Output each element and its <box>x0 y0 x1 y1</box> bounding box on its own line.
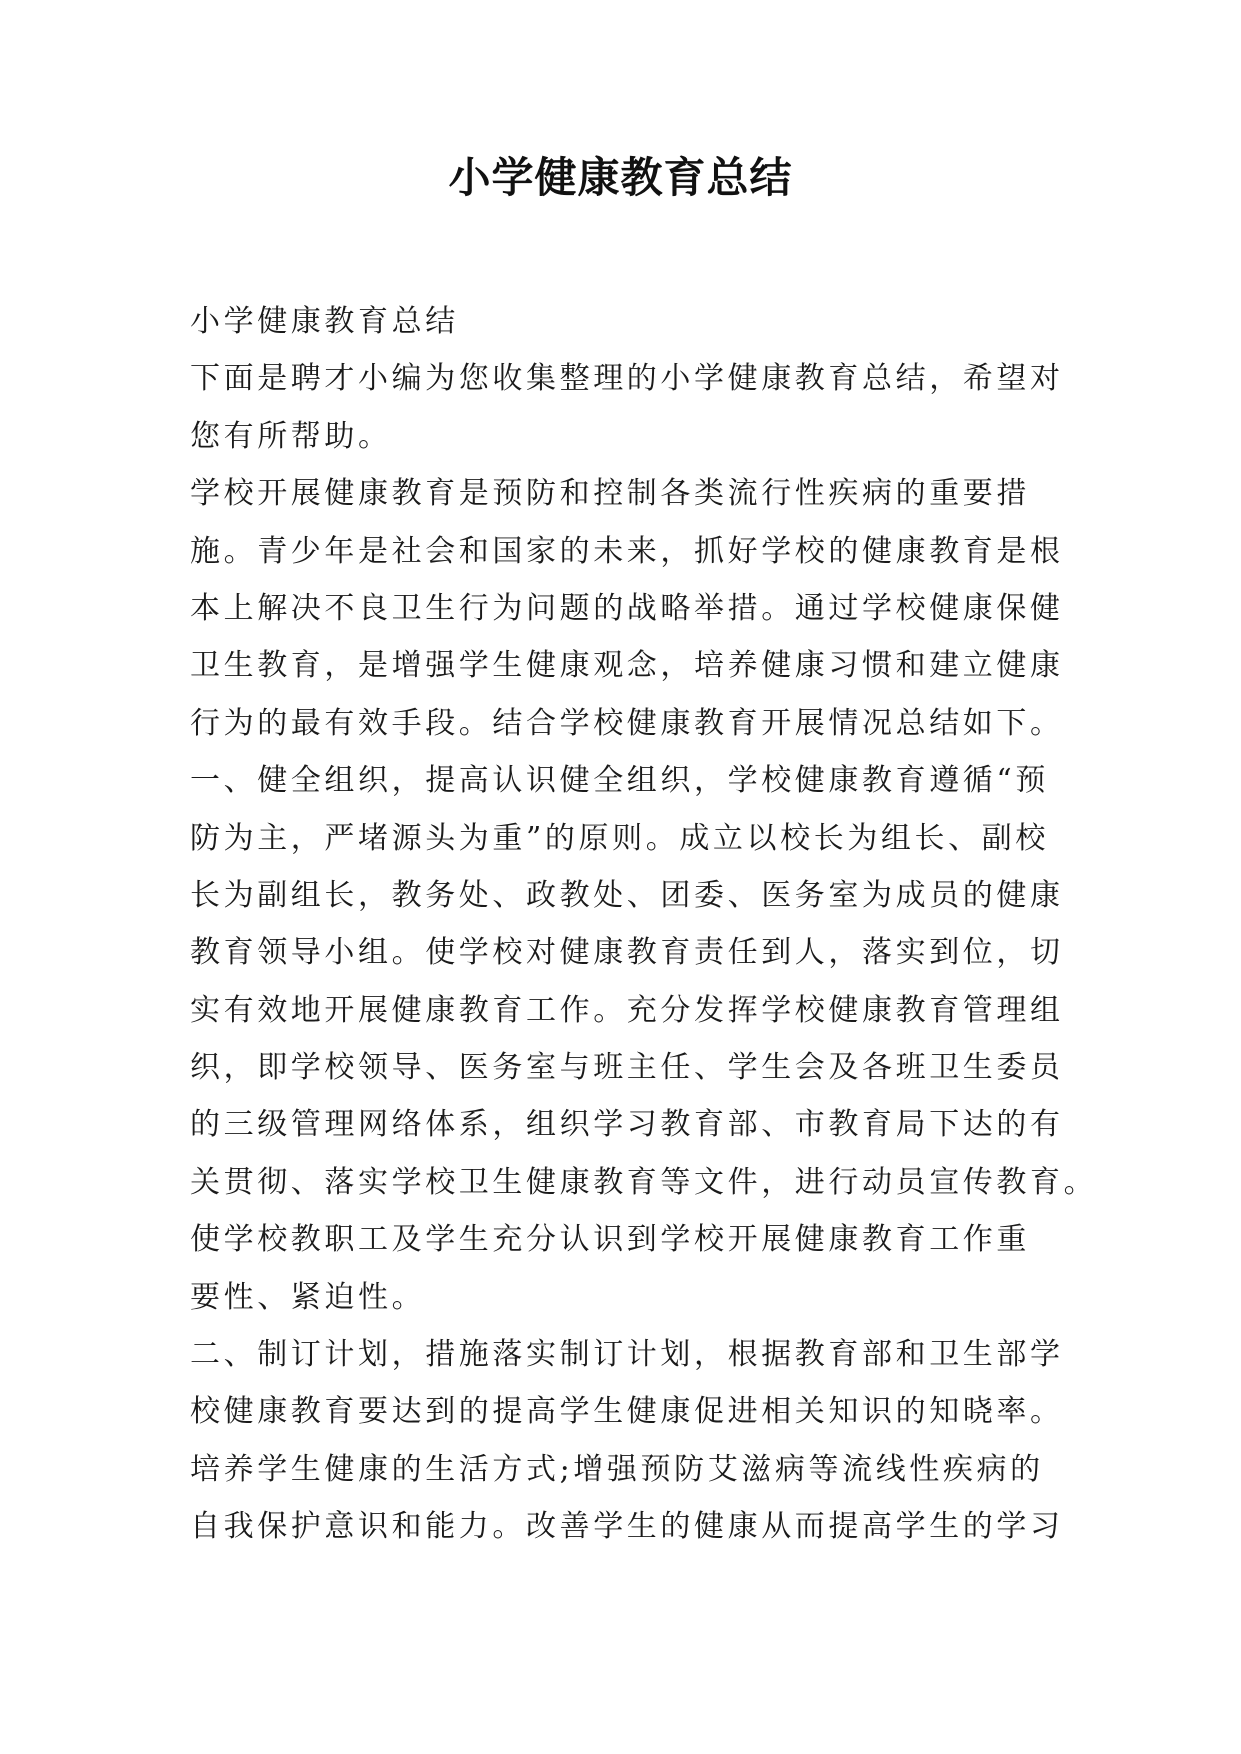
text-line: 小学健康教育总结 <box>190 304 459 339</box>
text-line: 教育领导小组。使学校对健康教育责任到人，落实到位，切 <box>190 935 1064 971</box>
document-title: 小学健康教育总结 <box>448 153 793 202</box>
text-line: 您有所帮助。 <box>190 418 392 454</box>
text-line: 行为的最有效手段。结合学校健康教育开展情况总结如下。 <box>190 705 1064 741</box>
text-line: 要性、紧迫性。 <box>190 1279 426 1315</box>
text-line: 关贯彻、落实学校卫生健康教育等文件，进行动员宣传教育。 <box>190 1164 1098 1200</box>
text-line: 卫生教育，是增强学生健康观念，培养健康习惯和建立健康 <box>190 648 1064 684</box>
text-line: 本上解决不良卫生行为问题的战略举措。通过学校健康保健 <box>190 590 1064 626</box>
text-line: 防为主，严堵源头为重”的原则。成立以校长为组长、副校 <box>190 820 1049 856</box>
text-line: 校健康教育要达到的提高学生健康促进相关知识的知晓率。 <box>190 1394 1064 1430</box>
text-line: 的三级管理网络体系，组织学习教育部、市教育局下达的有 <box>190 1107 1064 1143</box>
text-line: 使学校教职工及学生充分认识到学校开展健康教育工作重 <box>190 1222 1030 1258</box>
document-body <box>190 293 1098 1556</box>
text-line: 织，即学校领导、医务室与班主任、学生会及各班卫生委员 <box>190 1050 1064 1086</box>
text-line: 长为副组长，教务处、政教处、团委、医务室为成员的健康 <box>190 877 1064 913</box>
text-line: 二、制订计划，措施落实制订计划，根据教育部和卫生部学 <box>190 1337 1064 1373</box>
text-line: 培养学生健康的生活方式;增强预防艾滋病等流线性疾病的 <box>190 1451 1044 1487</box>
text-line: 施。青少年是社会和国家的未来，抓好学校的健康教育是根 <box>190 533 1064 569</box>
text-line: 自我保护意识和能力。改善学生的健康从而提高学生的学习 <box>190 1509 1064 1545</box>
text-line: 下面是聘才小编为您收集整理的小学健康教育总结，希望对 <box>190 361 1064 397</box>
text-line: 一、健全组织，提高认识健全组织，学校健康教育遵循“预 <box>190 763 1049 799</box>
text-line: 学校开展健康教育是预防和控制各类流行性疾病的重要措 <box>190 476 1030 512</box>
text-line: 实有效地开展健康教育工作。充分发挥学校健康教育管理组 <box>190 992 1064 1028</box>
